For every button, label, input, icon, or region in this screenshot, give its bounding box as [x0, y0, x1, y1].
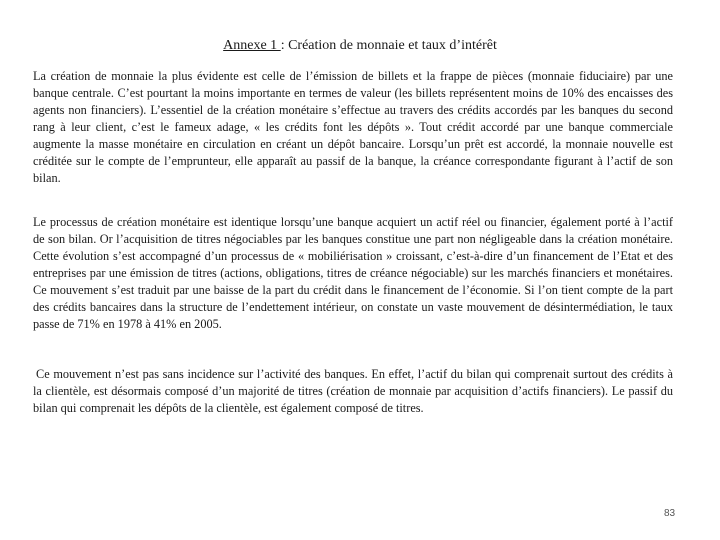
annex-title-text: : Création de monnaie et taux d’intérêt — [280, 38, 497, 53]
paragraph-2: Le processus de création monétaire est identique lorsqu’une banque acquiert un actif réel ou financier, également porté à l’actif de son bilan. Or l’acquisition de titres négociables par les banques constitue une part non négligeable dans la création monétaire. Cette évolution s’est accompagné d’un processus de « mobiliérisation » croissant, c’est-à-dire d’un financement de l’Etat et des entreprises par une émission de titres (actions, obligations, titres de créance négociable) sur les marchés financiers et monétaires. Ce mouvement s’est traduit par une baisse de la part du crédit dans le financement de l’économie. Si l’on tient compte de la part des crédits bancaires dans la structure de l’endettement intérieur, on constate un vaste mouvement de désintermédiation, le taux passe de 71% en 1978 à 41% en 2005. — [33, 215, 673, 331]
annex-title-label: Annexe 1 — [223, 38, 281, 53]
page-number: 83 — [664, 508, 676, 519]
paragraph-1: La création de monnaie la plus évidente est celle de l’émission de billets et la frappe de pièces (monnaie fiduciaire) par une banque centrale. C’est pourtant la moins importante en termes de valeur (les billets représentent moins de 10% des encaisses des agents non financiers). L’essentiel de la création monétaire s’effectue au travers des crédits accordés par les banques du second rang à leur client, c’est le fameux adage, « les crédits font les dépôts ». Tout crédit accordé par une banque commerciale augmente la masse monétaire en circulation en créant un dépôt bancaire. Lorsqu’un prêt est accordé, la monnaie nouvelle est créditée sur le compte de l’emprunteur, elle apparaît au passif de la banque, la créance correspondante figurant à l’actif de son bilan. — [33, 69, 673, 185]
annex-title — [0, 37, 720, 55]
paragraph-3: Ce mouvement n’est pas sans incidence sur l’activité des banques. En effet, l’actif du bilan qui comprenait surtout des crédits à la clientèle, est désormais composé d’un majorité de titres (création de monnaie par acquisition d’actifs financiers). Le passif du bilan qui comprenait les dépôts de la clientèle, est également composé de titres. — [33, 367, 673, 415]
